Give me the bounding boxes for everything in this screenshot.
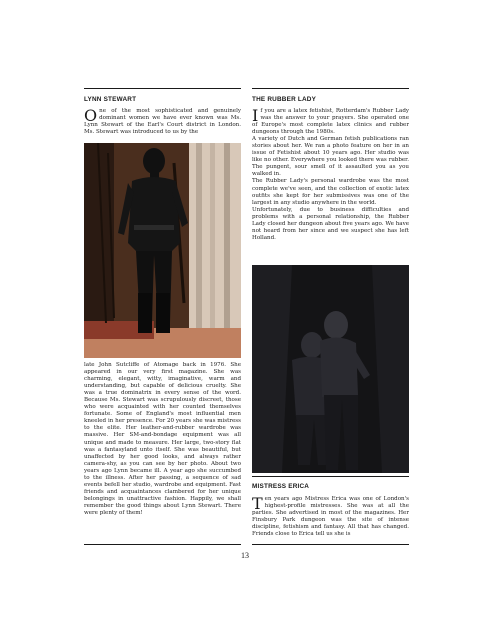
dropcap-t: T [252,496,263,513]
rubber-lady-para3: The Rubber Lady's personal wardrobe was the most complete we've seen, and the collection of exotic latex outfits she kept for her submissives was one of the largest in any studio anywhere in the world. [252,178,409,206]
erica-top-rule [252,476,409,477]
rubber-lady-heading: THE RUBBER LADY [252,96,317,103]
lynn-stewart-intro [84,108,241,138]
left-bottom-rule [84,544,241,545]
dropcap-o: O [84,108,98,125]
rubber-lady-photo [252,265,409,473]
lynn-stewart-photo [84,143,241,358]
rubber-lady-photo-art [252,265,409,473]
rubber-lady-para1-text: f you are a latex fetishist, Rotterdam's Rubber Lady was the answer to your prayers. She operated one of Europe's most complete latex clinics and rubber dungeons through the 1980s. [252,108,409,136]
rubber-lady-text [252,108,409,263]
left-top-rule [84,88,241,89]
mistress-erica-heading: MISTRESS ERICA [252,483,310,490]
lynn-stewart-photo-art [84,143,241,358]
rubber-lady-para4: Unfortunately, due to business difficulties and problems with a personal relationship, the Rubber Lady closed her dungeon about five years ago. We have not heard from her since and we suspect she has left Holland. [252,206,409,241]
lynn-stewart-body: late John Sutcliffe of Atomage back in 1976. She appeared in our very first magazine. She was charming, elegant, witty, imaginative, warm and understanding, but capable of delicious cruelty. She was a true dominatrix in every sense of the word. Because Ms. Stewart was scrupulously discreet, those who were acquainted with her counted themselves fortunate. Some of England's most influential men kneeled in her presence. For 20 years she was mistress to the elite. Her leather-and-rubber wardrobe was massive. Her SM-and-bondage equipment was all unique and made to measure. Her large, two-story flat was a fantasyland unto itself. She was beautiful, but unaffected by her good looks, and always rather camera-shy, as you can see by her photo. About two years ago Lynn became ill. A year ago she succumbed to the illness. After her passing, a sequence of sad events befell her studio, wardrobe and equipment. Fast friends and acquaintances clambered for her unique belongings in unattractive fashion. Happily, we shall remember the good things about Lynn Stewart. There were plenty of them! [84,362,241,516]
right-top-rule [252,88,409,89]
right-bottom-rule [252,544,409,545]
mistress-erica-text [252,496,409,542]
lynn-stewart-heading: LYNN STEWART [84,96,137,103]
mistress-erica-intro-text: en years ago Mistress Erica was one of London's highest-profile mistresses. She was at all the parties. She advertised in most of the magazines. Her Finsbury Park dungeon was the site of intense discipline, fetishism and fantasy. All that has changed. Friends close to Erica tell us she is [252,496,409,538]
rubber-lady-para2: A variety of Dutch and German fetish publications ran stories about her. We ran a photo feature on her in an issue of Fetishist about 10 years ago. Her studio was like no other. Everywhere you looked there was rubber. The pungent, sour smell of it assaulted you as you walked in. [252,136,409,178]
rubber-lady-para1 [252,108,409,136]
page-number: 13 [241,551,249,560]
lynn-stewart-intro-text: ne of the most sophisticated and genuinely dominant women we have ever known was Ms. Lynn Stewart of the Earl's Court district in London. Ms. Stewart was introduced to us by the [84,108,241,136]
dropcap-i: I [252,108,259,125]
